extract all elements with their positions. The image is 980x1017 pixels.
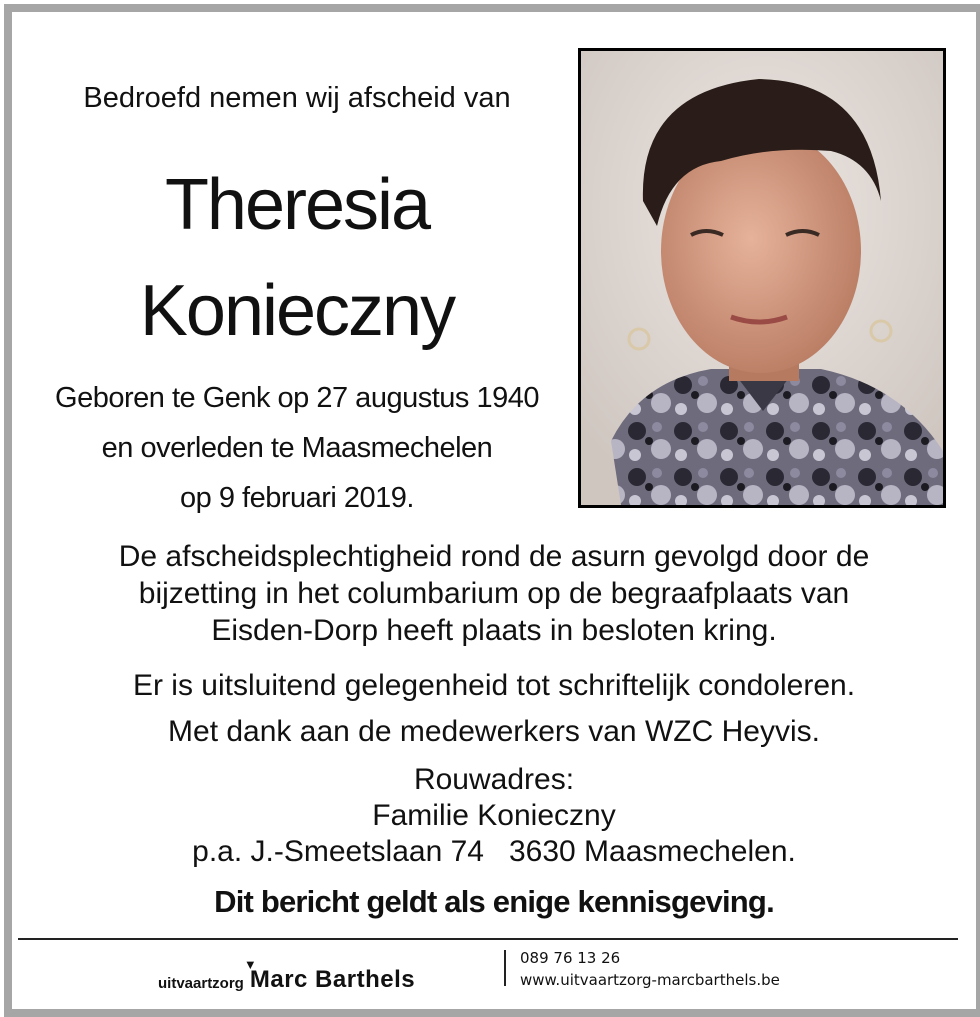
intro-text: Bedroefd nemen wij afscheid van bbox=[83, 82, 511, 114]
condolence-text: Er is uitsluitend gelegenheid tot schriftelijk condoleren. bbox=[132, 669, 856, 702]
triangle-mark-icon: ▼ bbox=[243, 957, 258, 972]
address-title: Rouwadres: bbox=[413, 763, 575, 796]
deceased-last-name: Konieczny bbox=[139, 271, 455, 351]
thanks-text: Met dank aan de medewerkers van WZC Heyvis. bbox=[168, 715, 820, 748]
brand-tagline: uitvaartzorg bbox=[158, 975, 244, 992]
brand-name-wrap bbox=[243, 957, 416, 994]
born-line: en overleden te Maasmechelen bbox=[101, 432, 493, 464]
ceremony-line: Eisden-Dorp heeft plaats in besloten kring. bbox=[211, 614, 777, 647]
ceremony-text bbox=[32, 538, 956, 649]
address-street: p.a. J.-Smeetslaan 74 3630 Maasmechelen. bbox=[192, 835, 796, 868]
born-line: Geboren te Genk op 27 augustus 1940 bbox=[55, 382, 539, 414]
website-link: www.uitvaartzorg-marcbarthels.be bbox=[520, 971, 780, 989]
funeral-home-logo bbox=[158, 954, 415, 994]
phone-number: 089 76 13 26 bbox=[520, 949, 621, 967]
death-notice-card bbox=[4, 4, 980, 1017]
mourning-address bbox=[32, 762, 956, 870]
footer-divider bbox=[18, 938, 958, 940]
contact-info bbox=[520, 947, 780, 991]
birth-death-details bbox=[27, 373, 567, 523]
brand-name: Marc Barthels bbox=[249, 966, 416, 993]
address-name: Familie Konieczny bbox=[372, 799, 616, 832]
ceremony-line: bijzetting in het columbarium op de begraafplaats van bbox=[138, 577, 850, 610]
portrait-illustration bbox=[581, 51, 943, 505]
born-line: op 9 februari 2019. bbox=[180, 482, 414, 514]
closing-notice: Dit bericht geldt als enige kennisgeving. bbox=[214, 884, 774, 919]
portrait-photo bbox=[578, 48, 946, 508]
footer-separator bbox=[504, 950, 506, 986]
ceremony-line: De afscheidsplechtigheid rond de asurn gevolgd door de bbox=[118, 540, 870, 573]
deceased-first-name: Theresia bbox=[164, 165, 430, 245]
